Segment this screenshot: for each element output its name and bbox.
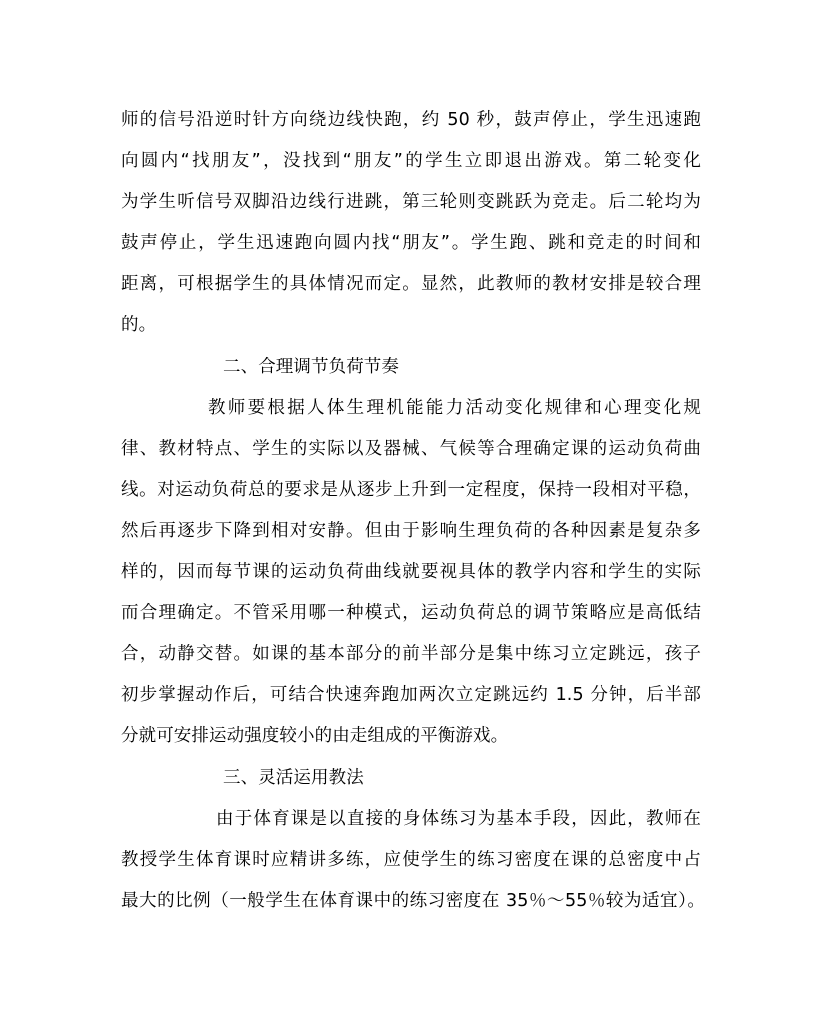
paragraph-line: 的。 <box>121 315 157 335</box>
paragraph-line: 最大的比例（一般学生在体育课中的练习密度在 35％～55％较为适宜）。 <box>121 891 705 911</box>
paragraph-line: 教授学生体育课时应精讲多练，应使学生的练习密度在课的总密度中占 <box>121 850 701 870</box>
paragraph-line: 分就可安排运动强度较小的由走组成的平衡游戏。 <box>121 726 509 746</box>
paragraph-line: 而合理确定。不管采用哪一种模式，运动负荷总的调节策略应是高低结 <box>121 603 701 623</box>
paragraph-line: 线。对运动负荷总的要求是从逐步上升到一定程度，保持一段相对平稳， <box>121 480 701 500</box>
paragraph-line: 然后再逐步下降到相对安静。但由于影响生理负荷的各种因素是复杂多 <box>121 521 701 541</box>
paragraph-line: 律、教材特点、学生的实际以及器械、气候等合理确定课的运动负荷曲 <box>121 439 701 459</box>
paragraph-line: 初步掌握动作后，可结合快速奔跑加两次立定跳远约 1.5 分钟，后半部 <box>121 685 701 705</box>
paragraph-line: 向圆内“找朋友”，没找到“朋友”的学生立即退出游戏。第二轮变化 <box>121 151 701 171</box>
paragraph-line: 鼓声停止，学生迅速跑向圆内找“朋友”。学生跑、跳和竞走的时间和 <box>121 233 701 253</box>
paragraph-line: 为学生听信号双脚沿边线行进跳，第三轮则变跳跃为竞走。后二轮均为 <box>121 192 701 212</box>
paragraph-line: 样的，因而每节课的运动负荷曲线就要视具体的教学内容和学生的实际 <box>121 562 701 582</box>
paragraph-line: 距离，可根据学生的具体情况而定。显然，此教师的教材安排是较合理 <box>121 274 701 294</box>
section-heading: 二、合理调节负荷节奏 <box>223 357 399 377</box>
paragraph-line: 由于体育课是以直接的身体练习为基本手段，因此，教师在 <box>216 809 701 829</box>
paragraph-line: 合，动静交替。如课的基本部分的前半部分是集中练习立定跳远，孩子 <box>121 644 701 664</box>
paragraph-line: 师的信号沿逆时针方向绕边线快跑，约 50 秒，鼓声停止，学生迅速跑 <box>121 110 701 130</box>
section-heading: 三、灵活运用教法 <box>223 768 364 788</box>
paragraph-line: 教师要根据人体生理机能能力活动变化规律和心理变化规 <box>208 398 701 418</box>
